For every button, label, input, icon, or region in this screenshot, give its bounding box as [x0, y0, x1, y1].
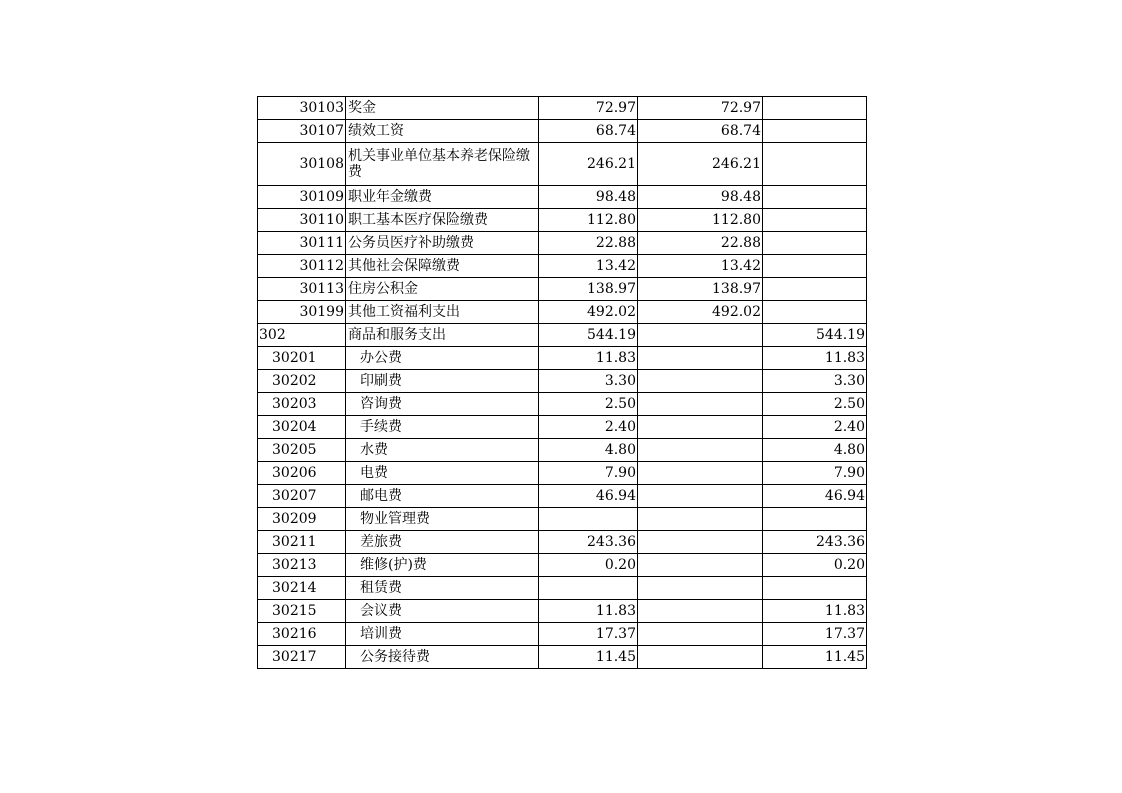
account-code-cell: 30206: [258, 462, 346, 485]
project-expenditure-cell: 11.83: [763, 600, 867, 623]
table-row: [258, 646, 867, 669]
total-amount-cell: [539, 577, 638, 600]
table-row: [258, 324, 867, 347]
basic-expenditure-cell: [638, 577, 763, 600]
table-row: [258, 393, 867, 416]
account-name-cell: 电费: [346, 462, 539, 485]
project-expenditure-cell: 2.50: [763, 393, 867, 416]
total-amount-cell: 0.20: [539, 554, 638, 577]
account-name-cell: 租赁费: [346, 577, 539, 600]
table-row: [258, 416, 867, 439]
account-code-cell: 30103: [258, 97, 346, 120]
account-name-cell: 职业年金缴费: [346, 186, 539, 209]
account-name-cell: 奖金: [346, 97, 539, 120]
basic-expenditure-cell: 98.48: [638, 186, 763, 209]
total-amount-cell: 13.42: [539, 255, 638, 278]
account-name-cell: 办公费: [346, 347, 539, 370]
basic-expenditure-cell: [638, 324, 763, 347]
table-row: [258, 278, 867, 301]
table-row: [258, 577, 867, 600]
table-row: [258, 462, 867, 485]
account-name-cell: 绩效工资: [346, 120, 539, 143]
project-expenditure-cell: 544.19: [763, 324, 867, 347]
table-row: [258, 209, 867, 232]
account-code-cell: 30112: [258, 255, 346, 278]
account-name-cell: 住房公积金: [346, 278, 539, 301]
table-row: [258, 531, 867, 554]
account-name-cell: 公务员医疗补助缴费: [346, 232, 539, 255]
account-code-cell: 30211: [258, 531, 346, 554]
project-expenditure-cell: 11.83: [763, 347, 867, 370]
basic-expenditure-cell: 13.42: [638, 255, 763, 278]
basic-expenditure-cell: [638, 646, 763, 669]
basic-expenditure-cell: [638, 600, 763, 623]
account-name-cell: 其他工资福利支出: [346, 301, 539, 324]
project-expenditure-cell: [763, 508, 867, 531]
account-code-cell: 30213: [258, 554, 346, 577]
account-code-cell: 30203: [258, 393, 346, 416]
project-expenditure-cell: 11.45: [763, 646, 867, 669]
basic-expenditure-cell: [638, 370, 763, 393]
basic-expenditure-cell: [638, 439, 763, 462]
table-row: [258, 439, 867, 462]
account-code-cell: 30199: [258, 301, 346, 324]
account-code-cell: 30209: [258, 508, 346, 531]
basic-expenditure-cell: 138.97: [638, 278, 763, 301]
account-name-cell: 手续费: [346, 416, 539, 439]
total-amount-cell: 11.83: [539, 347, 638, 370]
table-row: [258, 97, 867, 120]
project-expenditure-cell: [763, 209, 867, 232]
account-code-cell: 30107: [258, 120, 346, 143]
project-expenditure-cell: 2.40: [763, 416, 867, 439]
table-row: [258, 623, 867, 646]
basic-expenditure-cell: [638, 416, 763, 439]
basic-expenditure-cell: 112.80: [638, 209, 763, 232]
project-expenditure-cell: [763, 301, 867, 324]
total-amount-cell: 492.02: [539, 301, 638, 324]
table-row: [258, 255, 867, 278]
table-row: [258, 554, 867, 577]
account-code-cell: 30110: [258, 209, 346, 232]
total-amount-cell: 46.94: [539, 485, 638, 508]
account-name-cell: 会议费: [346, 600, 539, 623]
basic-expenditure-cell: 246.21: [638, 143, 763, 186]
basic-expenditure-cell: [638, 531, 763, 554]
project-expenditure-cell: [763, 143, 867, 186]
account-name-cell: 邮电费: [346, 485, 539, 508]
project-expenditure-cell: 0.20: [763, 554, 867, 577]
total-amount-cell: [539, 508, 638, 531]
basic-expenditure-cell: [638, 508, 763, 531]
total-amount-cell: 72.97: [539, 97, 638, 120]
account-name-cell: 维修(护)费: [346, 554, 539, 577]
total-amount-cell: 243.36: [539, 531, 638, 554]
total-amount-cell: 246.21: [539, 143, 638, 186]
account-code-cell: 30202: [258, 370, 346, 393]
project-expenditure-cell: [763, 97, 867, 120]
table-row: [258, 186, 867, 209]
project-expenditure-cell: 243.36: [763, 531, 867, 554]
account-name-cell: 水费: [346, 439, 539, 462]
total-amount-cell: 3.30: [539, 370, 638, 393]
expenditure-table: [257, 96, 867, 669]
account-name-cell: 印刷费: [346, 370, 539, 393]
total-amount-cell: 98.48: [539, 186, 638, 209]
total-amount-cell: 2.50: [539, 393, 638, 416]
table-row: [258, 232, 867, 255]
project-expenditure-cell: [763, 232, 867, 255]
table-row: [258, 347, 867, 370]
project-expenditure-cell: [763, 186, 867, 209]
account-name-cell: 差旅费: [346, 531, 539, 554]
basic-expenditure-cell: 68.74: [638, 120, 763, 143]
total-amount-cell: 4.80: [539, 439, 638, 462]
account-name-cell: 公务接待费: [346, 646, 539, 669]
total-amount-cell: 544.19: [539, 324, 638, 347]
project-expenditure-cell: [763, 120, 867, 143]
table-row: [258, 370, 867, 393]
total-amount-cell: 17.37: [539, 623, 638, 646]
basic-expenditure-cell: 22.88: [638, 232, 763, 255]
account-code-cell: 30207: [258, 485, 346, 508]
account-name-cell: 职工基本医疗保险缴费: [346, 209, 539, 232]
basic-expenditure-cell: [638, 485, 763, 508]
account-code-cell: 30201: [258, 347, 346, 370]
expenditure-table-container: [257, 96, 866, 669]
basic-expenditure-cell: [638, 554, 763, 577]
total-amount-cell: 138.97: [539, 278, 638, 301]
table-row: [258, 600, 867, 623]
total-amount-cell: 7.90: [539, 462, 638, 485]
account-name-cell: 商品和服务支出: [346, 324, 539, 347]
total-amount-cell: 11.83: [539, 600, 638, 623]
account-code-cell: 30109: [258, 186, 346, 209]
account-code-cell: 30111: [258, 232, 346, 255]
account-code-cell: 30108: [258, 143, 346, 186]
table-row: [258, 485, 867, 508]
total-amount-cell: 2.40: [539, 416, 638, 439]
total-amount-cell: 112.80: [539, 209, 638, 232]
table-body: [258, 97, 867, 669]
table-row: [258, 301, 867, 324]
basic-expenditure-cell: [638, 623, 763, 646]
project-expenditure-cell: [763, 255, 867, 278]
account-code-cell: 30113: [258, 278, 346, 301]
account-code-cell: 30217: [258, 646, 346, 669]
basic-expenditure-cell: 492.02: [638, 301, 763, 324]
basic-expenditure-cell: [638, 347, 763, 370]
basic-expenditure-cell: [638, 393, 763, 416]
account-name-cell: 物业管理费: [346, 508, 539, 531]
project-expenditure-cell: 3.30: [763, 370, 867, 393]
table-row: [258, 508, 867, 531]
account-code-cell: 302: [258, 324, 346, 347]
account-name-cell: 培训费: [346, 623, 539, 646]
account-code-cell: 30215: [258, 600, 346, 623]
basic-expenditure-cell: [638, 462, 763, 485]
project-expenditure-cell: 17.37: [763, 623, 867, 646]
total-amount-cell: 22.88: [539, 232, 638, 255]
account-code-cell: 30216: [258, 623, 346, 646]
account-name-cell: 机关事业单位基本养老保险缴费: [346, 143, 539, 186]
project-expenditure-cell: [763, 278, 867, 301]
project-expenditure-cell: 46.94: [763, 485, 867, 508]
account-code-cell: 30214: [258, 577, 346, 600]
total-amount-cell: 68.74: [539, 120, 638, 143]
account-code-cell: 30205: [258, 439, 346, 462]
table-row: [258, 120, 867, 143]
account-code-cell: 30204: [258, 416, 346, 439]
account-name-cell: 其他社会保障缴费: [346, 255, 539, 278]
total-amount-cell: 11.45: [539, 646, 638, 669]
project-expenditure-cell: 4.80: [763, 439, 867, 462]
account-name-cell: 咨询费: [346, 393, 539, 416]
table-row: [258, 143, 867, 186]
basic-expenditure-cell: 72.97: [638, 97, 763, 120]
project-expenditure-cell: [763, 577, 867, 600]
project-expenditure-cell: 7.90: [763, 462, 867, 485]
